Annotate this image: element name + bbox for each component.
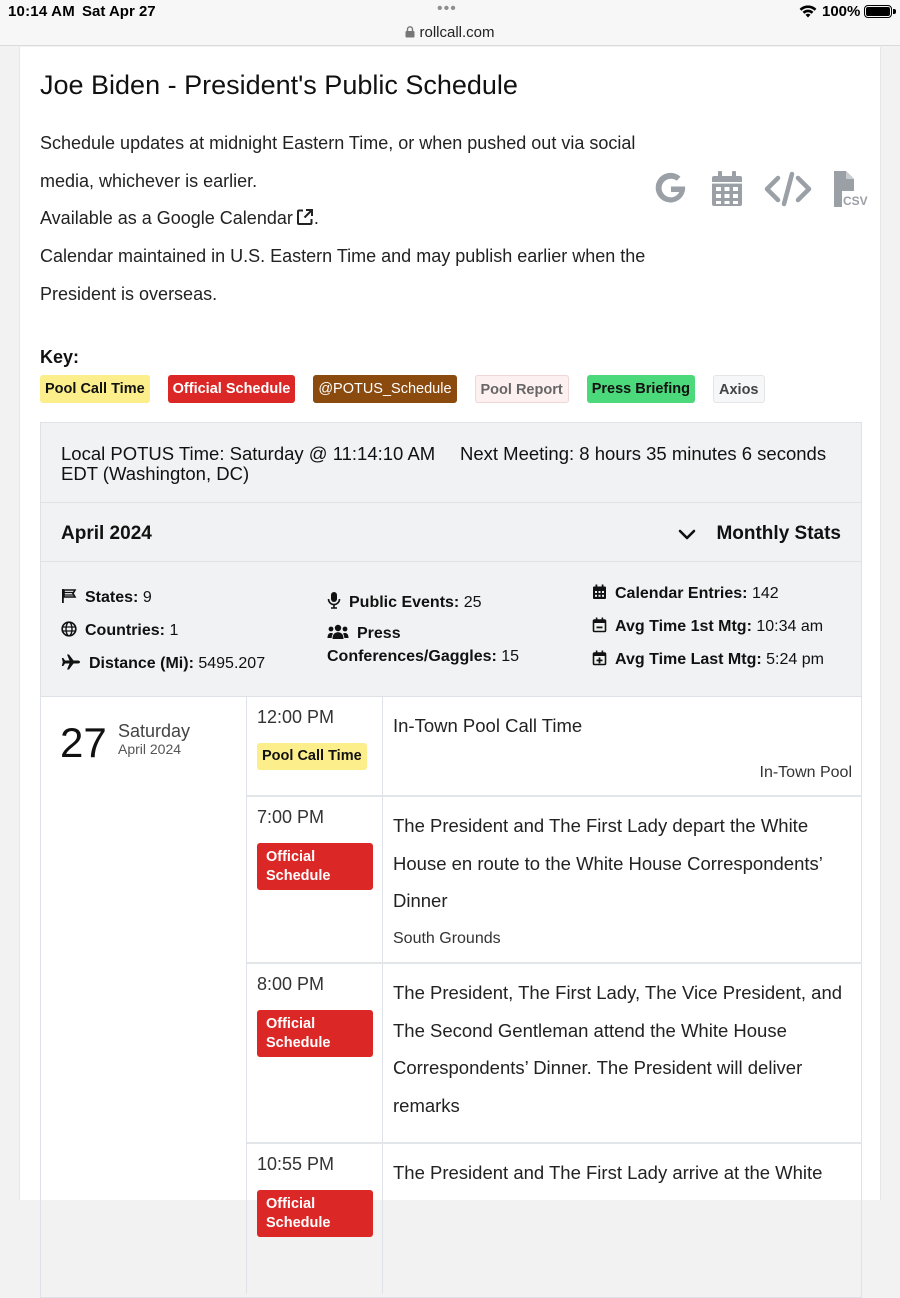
- event-time-column: [247, 964, 383, 1142]
- microphone-icon: [327, 591, 341, 609]
- status-date: Sat Apr 27: [82, 3, 156, 20]
- event-time-column: [247, 1144, 383, 1294]
- event-list: [246, 697, 862, 1294]
- event-time-column: [247, 697, 383, 795]
- browser-address-bar[interactable]: [0, 24, 900, 46]
- stat-distance: Distance (Mi): 5495.207: [61, 654, 265, 673]
- intro-text: [40, 125, 660, 314]
- lock-icon: [405, 26, 415, 38]
- event-time: 10:55 PM: [257, 1154, 335, 1174]
- key-badge-potus-schedule: @POTUS_Schedule: [313, 375, 456, 403]
- battery-icon: [864, 5, 892, 18]
- external-link-icon[interactable]: [296, 208, 314, 226]
- event-badge: Official Schedule: [257, 843, 373, 890]
- monthly-stats-panel: [41, 562, 861, 697]
- page-content: [19, 47, 881, 1231]
- event-description: The President and The First Lady depart the White House en route to the White House Correspondents’ Dinner: [393, 815, 823, 911]
- event-description: The President, The First Lady, The Vice President, and The Second Gentleman attend the White House Correspondents’ Dinner. The President will deliver remarks: [393, 982, 843, 1116]
- stat-press-conferences: Press: [327, 624, 401, 643]
- event-row[interactable]: [247, 1144, 862, 1294]
- csv-icon[interactable]: [832, 169, 872, 209]
- key-badge-official-schedule: Official Schedule: [168, 375, 296, 403]
- url-text: rollcall.com: [419, 24, 495, 41]
- day-number: 27: [60, 719, 107, 766]
- status-time: 10:14 AM: [8, 3, 75, 20]
- month-name: April 2024: [61, 523, 152, 544]
- svg-text:CSV: CSV: [843, 194, 868, 208]
- page-title: Joe Biden - President's Public Schedule: [40, 70, 518, 100]
- next-meeting-countdown: Next Meeting: 8 hours 35 minutes 6 seconds: [460, 443, 827, 464]
- stat-states: States: 9: [61, 588, 152, 607]
- schedule-calendar: [40, 422, 862, 1298]
- multitasking-dots-icon[interactable]: •••: [437, 0, 457, 17]
- airplane-icon: [61, 654, 81, 670]
- intro-google-line: Available as a Google Calendar .: [40, 208, 319, 229]
- ios-status-bar: [0, 0, 900, 24]
- wifi-icon: [798, 3, 818, 19]
- event-row[interactable]: [247, 697, 862, 797]
- key-badge-pool-report: Pool Report: [475, 375, 569, 403]
- event-badge: Official Schedule: [257, 1010, 373, 1057]
- google-icon[interactable]: [652, 170, 690, 208]
- globe-icon: [61, 621, 77, 637]
- day-entry: [41, 697, 861, 1297]
- intro-timezone-note: Calendar maintained in U.S. Eastern Time and may publish earlier when the President is overseas.: [40, 246, 646, 304]
- calendar-grid-icon: [592, 584, 607, 600]
- battery-tip: [893, 9, 896, 14]
- calendar-plus-icon: [592, 650, 607, 666]
- key-badges: [40, 375, 783, 403]
- code-icon[interactable]: [764, 170, 812, 208]
- calendar-export-icons: [652, 167, 872, 211]
- battery-percent: 100%: [822, 3, 861, 20]
- key-badge-press-briefing: Press Briefing: [587, 375, 695, 403]
- event-location: South Grounds: [393, 930, 501, 947]
- local-time-bar: [41, 423, 861, 503]
- flag-icon: [61, 588, 77, 604]
- day-weekday: Saturday: [118, 721, 191, 741]
- stat-avg-last-meeting: Avg Time Last Mtg: 5:24 pm: [592, 650, 824, 669]
- event-time: 7:00 PM: [257, 807, 325, 827]
- stat-press-conferences-line2: Conferences/Gaggles: 15: [327, 648, 520, 665]
- stat-countries: Countries: 1: [61, 621, 178, 640]
- stat-public-events: Public Events: 25: [327, 591, 482, 612]
- event-description: The President and The First Lady arrive at the White: [393, 1162, 823, 1183]
- stat-avg-first-meeting: Avg Time 1st Mtg: 10:34 am: [592, 617, 823, 636]
- event-location: In-Town Pool: [759, 764, 852, 781]
- users-icon: [327, 624, 349, 640]
- event-time: 12:00 PM: [257, 707, 335, 727]
- key-badge-axios: Axios: [713, 375, 765, 403]
- key-badge-pool-call-time: Pool Call Time: [40, 375, 150, 403]
- monthly-stats-toggle[interactable]: [678, 523, 841, 545]
- calendar-minus-icon: [592, 617, 607, 633]
- local-potus-time: Local POTUS Time: Saturday @ 11:14:10 AM EDT (Washington, DC): [61, 443, 436, 484]
- event-description: In-Town Pool Call Time: [393, 715, 583, 736]
- event-time-column: [247, 797, 383, 962]
- google-calendar-link[interactable]: Google Calendar: [156, 208, 293, 229]
- stat-calendar-entries: Calendar Entries: 142: [592, 584, 779, 603]
- event-badge: Pool Call Time: [257, 743, 367, 770]
- event-row[interactable]: [247, 964, 862, 1144]
- day-month: April 2024: [118, 741, 182, 757]
- monthly-stats-label: Monthly Stats: [716, 523, 841, 544]
- event-row[interactable]: [247, 797, 862, 964]
- intro-update-note: Schedule updates at midnight Eastern Time, or when pushed out via social media, whichever is earlier.: [40, 133, 636, 191]
- chevron-down-icon: [678, 529, 696, 541]
- key-label: Key:: [40, 347, 80, 367]
- calendar-icon[interactable]: [710, 170, 744, 208]
- event-badge: Official Schedule: [257, 1190, 373, 1237]
- event-time: 8:00 PM: [257, 974, 325, 994]
- month-header: [41, 503, 861, 562]
